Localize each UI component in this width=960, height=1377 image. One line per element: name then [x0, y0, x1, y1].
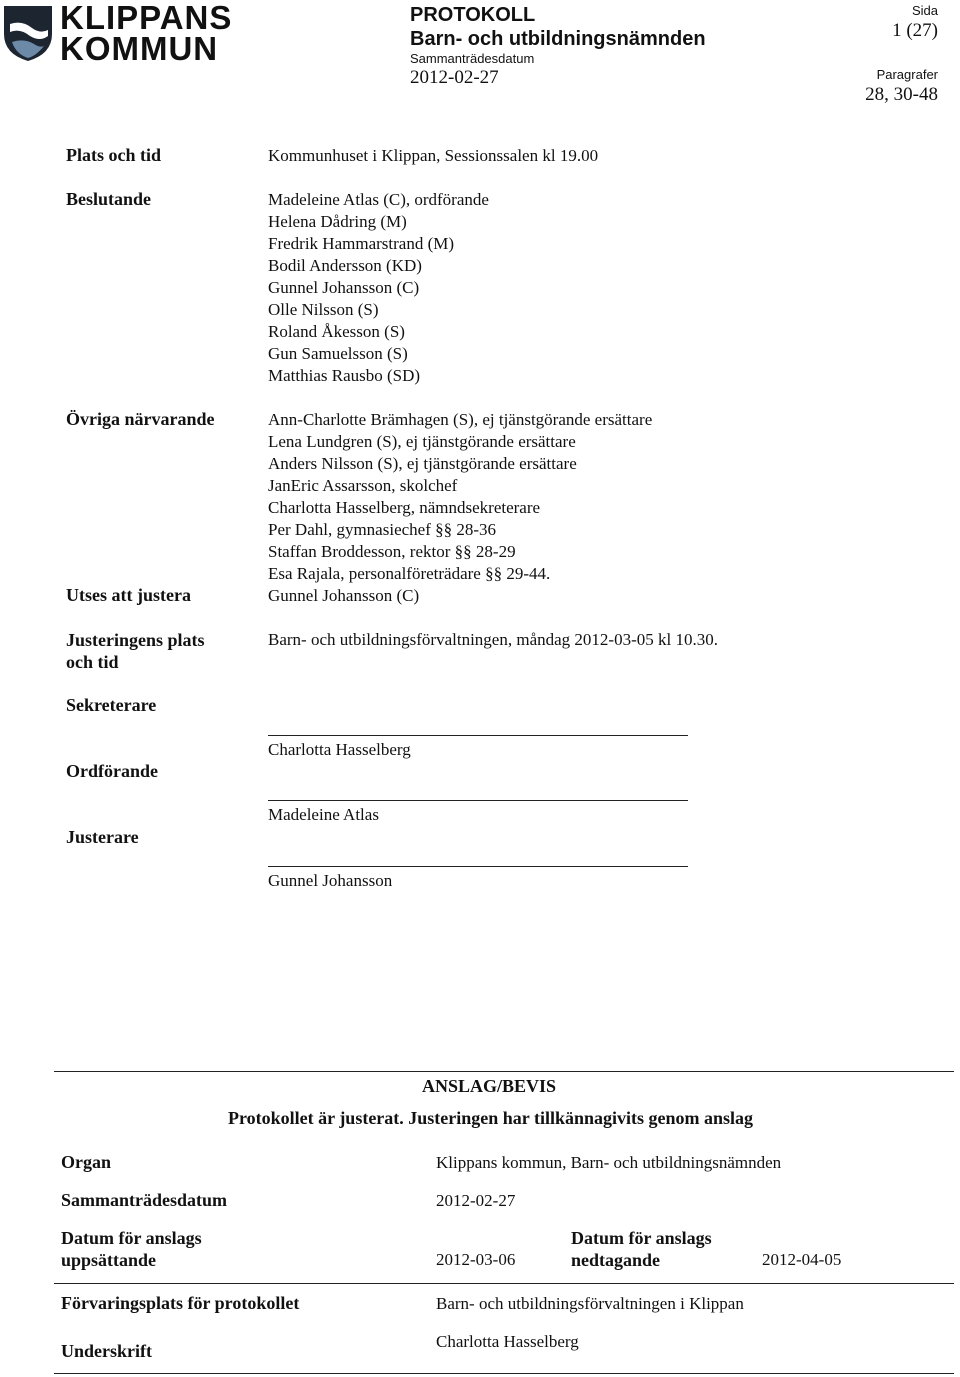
adjuster-name: Gunnel Johansson: [268, 871, 393, 890]
chair-label: Ordförande: [66, 761, 158, 781]
municipality-shield-icon: [2, 4, 54, 62]
doc-type: PROTOKOLL: [410, 4, 536, 26]
attendee-item: Ann-Charlotte Brämhagen (S), ej tjänstgörande ersättare: [268, 410, 653, 429]
decider-item: Matthias Rausbo (SD): [268, 366, 421, 385]
posted-value: 2012-03-06: [436, 1250, 516, 1269]
signature-value: Charlotta Hasselberg: [436, 1332, 579, 1351]
decider-item: Roland Åkesson (S): [268, 322, 405, 341]
decider-item: Fredrik Hammarstrand (M): [268, 234, 455, 253]
attendee-item: JanEric Assarsson, skolchef: [268, 476, 458, 495]
anslag-mid-rule: [54, 1283, 954, 1284]
storage-value: Barn- och utbildningsförvaltningen i Klippan: [436, 1294, 744, 1313]
place-label: Plats och tid: [66, 145, 162, 165]
organ-value: Klippans kommun, Barn- och utbildningsnämnden: [436, 1153, 782, 1172]
anslag-top-rule: [54, 1071, 954, 1072]
attendee-item: Anders Nilsson (S), ej tjänstgörande ersättare: [268, 454, 577, 473]
secretary-signature-line: [268, 735, 688, 736]
adjuster-sign-label: Justerare: [66, 827, 139, 847]
chair-signature-line: [268, 800, 688, 801]
secretary-name: Charlotta Hasselberg: [268, 740, 411, 759]
adjuster-signature-line: [268, 866, 688, 867]
decider-item: Helena Dådring (M): [268, 212, 407, 231]
paragraphs-label: Paragrafer: [876, 67, 938, 82]
adjust-place-value: Barn- och utbildningsförvaltningen, måndag 2012-03-05 kl 10.30.: [268, 630, 718, 649]
anslag-subtitle: Protokollet är justerat. Justeringen har tillkännagivits genom anslag: [228, 1108, 754, 1128]
adjuster-label: Utses att justera: [66, 585, 191, 605]
posted-label: Datum för anslags uppsättande: [61, 1228, 202, 1270]
logo: [0, 0, 233, 70]
others-label: Övriga närvarande: [66, 409, 215, 429]
decider-item: Gun Samuelsson (S): [268, 344, 408, 363]
attendee-item: Lena Lundgren (S), ej tjänstgörande ersättare: [268, 432, 576, 451]
anslag-bottom-rule: [54, 1373, 954, 1374]
page-label: Sida: [911, 3, 938, 18]
adjuster-value: Gunnel Johansson (C): [268, 586, 420, 605]
anslag-date-value: 2012-02-27: [436, 1191, 516, 1210]
signature-label: Underskrift: [61, 1341, 152, 1361]
anslag-date-label: Sammanträdesdatum: [61, 1190, 228, 1210]
removed-label: Datum för anslags nedtagande: [571, 1228, 712, 1270]
decider-item: Gunnel Johansson (C): [268, 278, 420, 297]
adjust-place-label: Justeringens plats och tid: [66, 630, 205, 672]
attendee-item: Esa Rajala, personalföreträdare §§ 29-44.: [268, 564, 551, 583]
body-name: Barn- och utbildningsnämnden: [410, 28, 706, 50]
meeting-date: 2012-02-27: [410, 67, 499, 88]
storage-label: Förvaringsplats för protokollet: [61, 1293, 300, 1313]
attendee-item: Staffan Broddesson, rektor §§ 28-29: [268, 542, 516, 561]
organ-label: Organ: [61, 1152, 112, 1172]
date-label: Sammanträdesdatum: [410, 51, 535, 66]
chair-name: Madeleine Atlas: [268, 805, 379, 824]
logo-text-line2: KOMMUN: [60, 30, 219, 67]
decider-item: Bodil Andersson (KD): [268, 256, 422, 275]
secretary-label: Sekreterare: [66, 695, 157, 715]
attendee-item: Per Dahl, gymnasiechef §§ 28-36: [268, 520, 497, 539]
deciders-label: Beslutande: [66, 189, 152, 209]
others-list: [268, 409, 652, 585]
deciders-list: [268, 189, 489, 387]
place-value: Kommunhuset i Klippan, Sessionssalen kl 19.00: [268, 146, 599, 165]
paragraphs-value: 28, 30-48: [865, 84, 938, 105]
decider-item: Olle Nilsson (S): [268, 300, 379, 319]
page-value: 1 (27): [892, 20, 938, 41]
attendee-item: Charlotta Hasselberg, nämndsekreterare: [268, 498, 541, 517]
logo-text-line1: KLIPPANS: [60, 0, 233, 36]
anslag-title: ANSLAG/BEVIS: [421, 1076, 557, 1096]
removed-value: 2012-04-05: [762, 1250, 842, 1269]
decider-item: Madeleine Atlas (C), ordförande: [268, 190, 489, 209]
